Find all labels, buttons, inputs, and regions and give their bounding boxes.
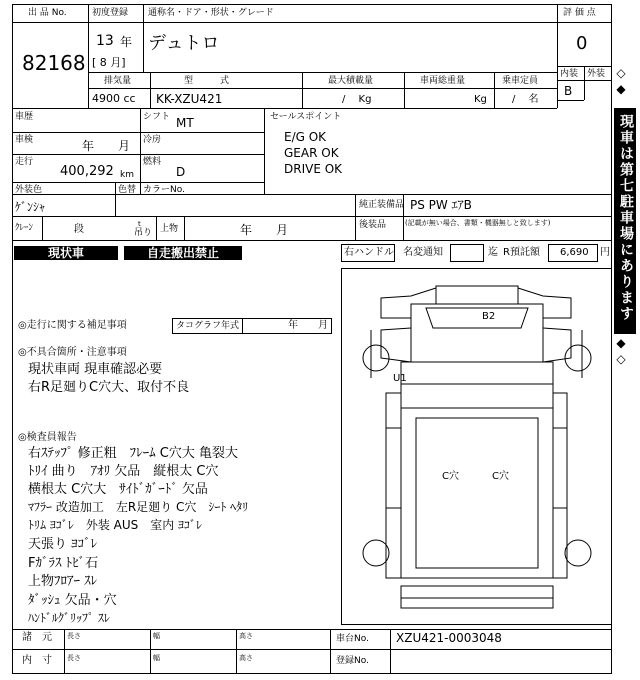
history-label: 車歴 [15,112,34,122]
mileage-unit: km [120,170,134,180]
mileage-value: 400,292 [60,164,114,179]
inspector-title: ◎検査員報告 [18,432,77,443]
sales-point-1: E/G OK [284,130,327,144]
model-name-label: 通称名・ドア・形状・グレード [148,8,274,18]
first-reg-year: 13 [96,33,114,49]
chassis-label: 車台No. [336,634,369,644]
truck-diagram [341,268,612,625]
rating-label: 評 価 点 [563,8,596,18]
name-change-field [450,244,484,262]
tacho-label: タコグラフ年式 [176,321,240,331]
max-load-unit: / Kg [342,94,372,105]
equipment-value: PS PW ｴｱB [410,198,472,212]
capacity-label: 乗車定員 [502,76,539,86]
aftermarket-note: (記載が無い場合、書類・機器無しと致します) [405,219,551,227]
side-mark-bottom: ◆◇ [614,336,628,368]
ext-color-label: 外装色 [15,185,43,195]
model-code-value: KK-XZU421 [156,92,223,106]
lot-label: 出 品 No. [28,8,67,18]
recycle-mark: 迄 [488,247,498,258]
inspector-line-3: 横根太 C穴大 ｻｲﾄﾞｶﾞｰﾄﾞ 欠品 [28,482,208,497]
capacity-unit: / 名 [512,94,539,105]
handle-value: 右ハンドル [344,247,394,258]
inspector-line-2: ﾄﾘｲ 曲り ｱｵﾘ 欠品 縦根太 C穴 [28,464,219,479]
rating-value: 0 [576,33,588,54]
sales-point-2: GEAR OK [284,146,339,160]
first-reg-label: 初度登録 [92,8,129,18]
color-code-label: カラーNo. [143,185,185,195]
side-mark-top: ◇◆ [614,66,628,98]
model-name: デュトロ [148,33,220,54]
aftermarket-label: 後装品 [359,220,387,230]
sales-point-3: DRIVE OK [284,162,343,176]
side-note-text: 現車は第七駐車場にあります [618,114,634,322]
recycle-value: 6,690 [560,247,589,258]
deck-value: 年 月 [240,223,289,237]
supplement-title: ◎走行に関する補足事項 [18,320,127,331]
defects-title: ◎不具合箇所・注意事項 [18,347,127,358]
defect-line-2: 右R足廻りC穴大、取付不良 [28,380,190,395]
inspector-line-6: 天張り ﾖｺﾞﾚ [28,537,98,552]
displacement-label: 排気量 [104,76,132,86]
shift-value: MT [176,116,194,130]
inner-length-label: 長さ [67,654,81,662]
crane-ton-top: t [138,220,141,228]
crane-label: ｸﾚｰﾝ [15,223,34,233]
gross-weight-label: 車両総重量 [420,76,466,86]
shift-label: シフト [143,112,171,122]
deck-label: 上物 [160,224,179,234]
tacho-value: 年 月 [288,320,328,331]
fuel-label: 燃料 [143,157,162,167]
displacement-value: 4900 cc [92,92,136,105]
chassis-value: XZU421-0003048 [396,631,502,645]
ext-color-value: ｹﾞﾝｼｬ [15,200,46,214]
exterior-label: 外装 [587,69,606,79]
inspector-line-8: 上物ﾌﾛｱｰ ｽﾚ [28,574,98,589]
no-self-drive-badge: 自走搬出禁止 [124,246,242,260]
inspector-line-5: ﾄﾘﾑ ﾖｺﾞﾚ 外装 AUS 室内 ﾖｺﾞﾚ [28,518,203,532]
name-change-label: 名変通知 [403,247,443,258]
mileage-label: 走行 [15,157,34,167]
inspector-line-9: ﾀﾞｯｼｭ 欠品・穴 [28,593,117,608]
color-change-label: 色替 [118,185,137,195]
interior-label: 内装 [560,69,579,79]
interior-value: B [564,84,573,98]
inspector-line-1: 右ｽﾃｯﾌﾟ 修正粗 ﾌﾚｰﾑ C穴大 亀裂大 [28,446,238,461]
inner-dims-label: 内 寸 [22,655,52,666]
current-state-badge: 現状車 [14,246,118,260]
fuel-value: D [176,165,186,179]
inspector-line-10: ﾊﾝﾄﾞﾙｸﾞﾘｯﾌﾟ ｽﾚ [28,611,110,625]
crane-step: 段 [74,224,84,235]
sales-points-label: セールスポイント [270,112,342,122]
equipment-label: 純正装備品 [359,200,405,210]
diagram-mark-u1: U1 [393,373,407,384]
diagram-mark-c-hole-1: C穴 [442,471,459,482]
max-load-label: 最大積載量 [328,76,374,86]
defect-line-1: 現状車両 現車確認必要 [28,362,163,377]
diagram-mark-b2: B2 [482,311,496,322]
inner-height-label: 高さ [239,654,253,662]
dims-label: 諸 元 [22,632,52,643]
crane-ton-bottom: 吊り [134,228,153,238]
inspection-value: 年 月 [82,139,131,153]
recycle-label: R預託額 [503,247,540,258]
inspector-line-7: Fｶﾞﾗｽ ﾄﾋﾞ石 [28,556,99,571]
dims-length-label: 長さ [67,632,81,640]
inspector-line-4: ﾏﾌﾗｰ 改造加工 左R足廻り C穴 ｼｰﾄ ﾍﾀﾘ [28,500,249,514]
inspection-label: 車検 [15,135,34,145]
lot-number: 82168 [22,51,86,75]
reg-label: 登録No. [336,656,369,666]
gross-weight-unit: Kg [474,94,487,105]
model-code-label: 型 式 [184,76,230,86]
diagram-mark-c-hole-2: C穴 [492,471,509,482]
dims-width-label: 幅 [153,632,160,640]
ac-label: 冷房 [143,135,162,145]
first-reg-month: [ 8 月] [92,56,126,69]
inner-width-label: 幅 [153,654,160,662]
first-reg-year-unit: 年 [120,35,133,49]
dims-height-label: 高さ [239,632,253,640]
recycle-unit: 円 [600,247,610,258]
